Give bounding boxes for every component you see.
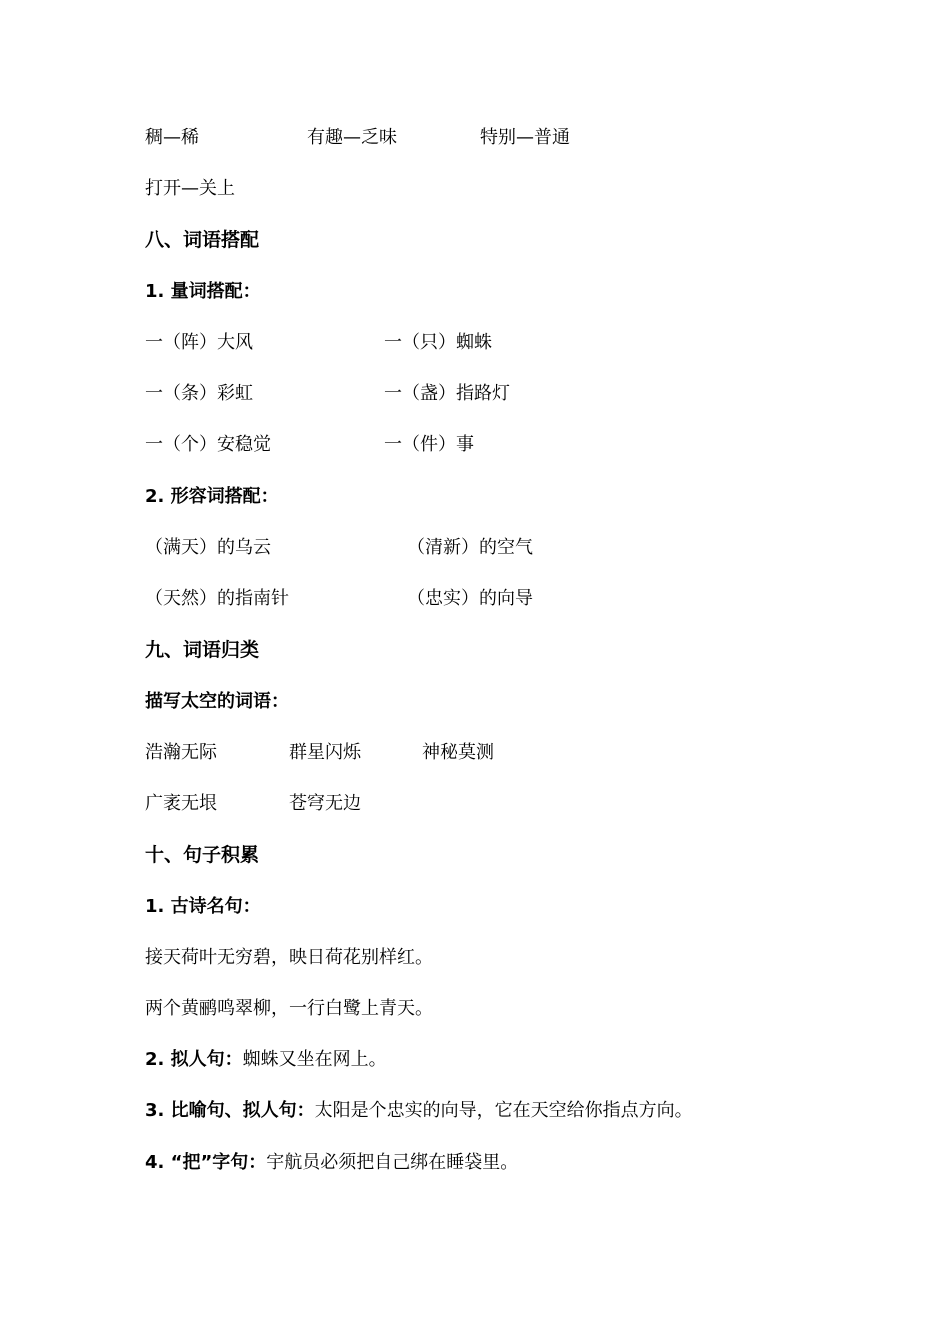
word-group-item: 广袤无垠 bbox=[145, 793, 217, 814]
poem-label: 1. 古诗名句： bbox=[145, 896, 261, 917]
sentence-item-3 bbox=[145, 1099, 693, 1123]
sentence-text: 宇航员必须把自己绑在睡袋里。 bbox=[266, 1152, 519, 1173]
measure-word-item: 一（阵）大风 bbox=[145, 332, 253, 353]
poem-line: 接天荷叶无穷碧，映日荷花别样红。 bbox=[145, 947, 433, 968]
poem-line: 两个黄鹂鸣翠柳，一行白鹭上青天。 bbox=[145, 998, 433, 1019]
sentence-label: 3. 比喻句、拟人句： bbox=[145, 1100, 315, 1121]
measure-word-item: 一（条）彩虹 bbox=[145, 383, 253, 404]
sentence-label: 2. 拟人句： bbox=[145, 1049, 243, 1070]
antonym-pair: 有趣—乏味 bbox=[307, 127, 397, 148]
sentence-text: 太阳是个忠实的向导，它在天空给你指点方向。 bbox=[314, 1100, 693, 1121]
section-9-sub-title: 描写太空的词语： bbox=[145, 691, 289, 712]
section-8-title: 八、词语搭配 bbox=[145, 229, 260, 251]
adjective-item: （忠实）的向导 bbox=[407, 588, 533, 609]
word-group-item: 苍穹无边 bbox=[289, 793, 361, 814]
sentence-item-2 bbox=[145, 1048, 387, 1072]
section-10-title: 十、句子积累 bbox=[145, 844, 260, 866]
section-8-sub2-title: 2. 形容词搭配： bbox=[145, 486, 279, 507]
section-8-sub1-title: 1. 量词搭配： bbox=[145, 281, 261, 302]
measure-word-item: 一（只）蜘蛛 bbox=[384, 332, 492, 353]
measure-word-item: 一（件）事 bbox=[384, 434, 474, 455]
word-group-item: 群星闪烁 bbox=[289, 742, 361, 763]
measure-word-item: 一（盏）指路灯 bbox=[384, 383, 510, 404]
antonym-pair: 特别—普通 bbox=[480, 127, 570, 148]
section-9-title: 九、词语归类 bbox=[145, 639, 260, 661]
adjective-item: （满天）的乌云 bbox=[145, 537, 271, 558]
sentence-item-4 bbox=[145, 1151, 518, 1175]
measure-word-item: 一（个）安稳觉 bbox=[145, 434, 271, 455]
adjective-item: （天然）的指南针 bbox=[145, 588, 289, 609]
antonym-pair: 稠—稀 bbox=[145, 127, 199, 148]
adjective-item: （清新）的空气 bbox=[407, 537, 533, 558]
word-group-item: 神秘莫测 bbox=[422, 742, 494, 763]
word-group-item: 浩瀚无际 bbox=[145, 742, 217, 763]
antonym-pair: 打开—关上 bbox=[145, 178, 235, 199]
sentence-text: 蜘蛛又坐在网上。 bbox=[242, 1049, 387, 1070]
sentence-label: 4. “把”字句： bbox=[145, 1152, 267, 1173]
